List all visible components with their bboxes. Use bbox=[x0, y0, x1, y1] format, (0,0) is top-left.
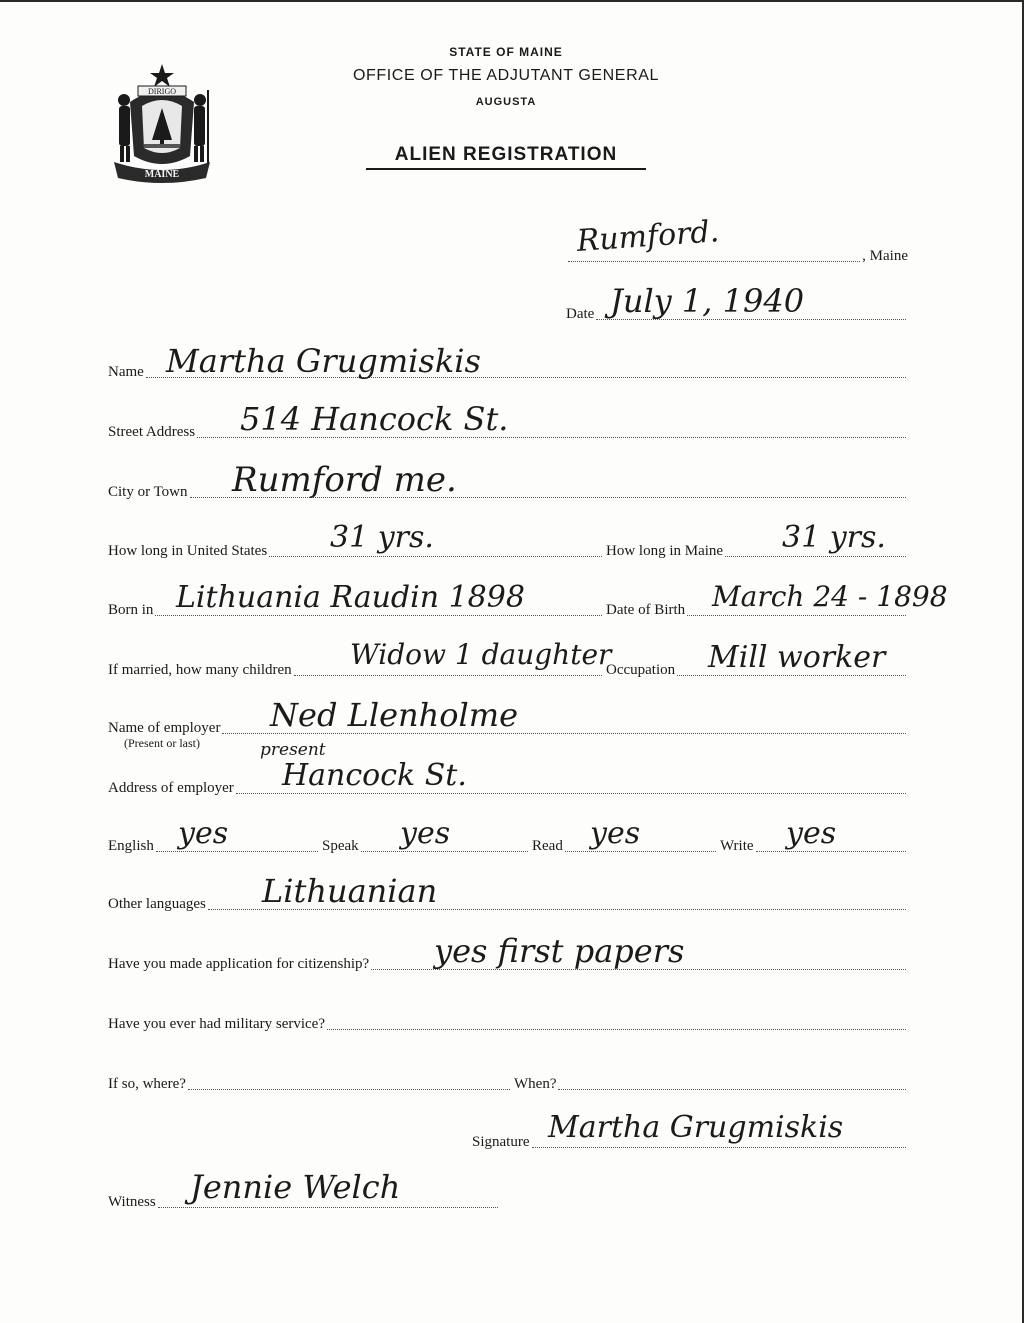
employer-value: Ned Llenholme bbox=[270, 696, 519, 734]
city-field bbox=[108, 480, 908, 502]
witness-label: Witness bbox=[108, 1194, 156, 1210]
born-in-value: Lithuania Raudin 1898 bbox=[176, 580, 525, 615]
signature-value: Martha Grugmiskis bbox=[548, 1110, 844, 1145]
employer-address-field bbox=[108, 776, 908, 798]
city-label: City or Town bbox=[108, 484, 188, 500]
english-value: yes bbox=[178, 816, 229, 851]
street-value: 514 Hancock St. bbox=[240, 400, 509, 438]
employer-label: Name of employer bbox=[108, 720, 221, 736]
office-heading: OFFICE OF THE ADJUTANT GENERAL bbox=[352, 67, 660, 84]
write-value: yes bbox=[786, 816, 837, 851]
maine-length-value: 31 yrs. bbox=[782, 520, 886, 555]
speak-label: Speak bbox=[322, 838, 359, 854]
svg-text:MAINE: MAINE bbox=[144, 169, 180, 180]
citizenship-value: yes first papers bbox=[434, 932, 685, 970]
us-length-value: 31 yrs. bbox=[330, 520, 434, 555]
children-label: If married, how many children bbox=[108, 662, 292, 678]
employer-address-label: Address of employer bbox=[108, 780, 234, 796]
birth-date-label: Date of Birth bbox=[606, 602, 686, 618]
witness-value: Jennie Welch bbox=[190, 1168, 401, 1206]
other-languages-label: Other languages bbox=[108, 896, 206, 912]
citizenship-label: Have you made application for citizenship? bbox=[108, 956, 370, 972]
occupation-value: Mill worker bbox=[708, 640, 886, 675]
title-underline bbox=[366, 168, 646, 170]
form-title: ALIEN REGISTRATION bbox=[394, 144, 618, 165]
employer-note: present bbox=[260, 740, 326, 760]
english-label: English bbox=[108, 838, 154, 854]
date-value: July 1, 1940 bbox=[610, 282, 805, 320]
military-label: Have you ever had military service? bbox=[108, 1016, 325, 1032]
employer-sublabel: (Present or last) bbox=[124, 736, 200, 750]
where-label: If so, where? bbox=[108, 1076, 186, 1092]
us-length-label: How long in United States bbox=[108, 543, 268, 559]
signature-label: Signature bbox=[472, 1134, 530, 1150]
city-heading: AUGUSTA bbox=[475, 96, 537, 108]
write-label: Write bbox=[720, 838, 754, 854]
street-label: Street Address bbox=[108, 424, 196, 440]
where-field bbox=[108, 1072, 512, 1094]
military-field bbox=[108, 1012, 908, 1034]
read-label: Read bbox=[532, 838, 563, 854]
date-label: Date bbox=[566, 306, 595, 322]
place-value: Rumford. bbox=[575, 214, 721, 259]
children-value: Widow 1 daughter bbox=[350, 638, 612, 671]
when-field bbox=[514, 1072, 908, 1094]
occupation-label: Occupation bbox=[606, 662, 676, 678]
read-value: yes bbox=[590, 816, 641, 851]
city-value: Rumford me. bbox=[232, 460, 457, 500]
state-heading: STATE OF MAINE bbox=[449, 45, 563, 59]
name-label: Name bbox=[108, 364, 144, 380]
maine-length-label: How long in Maine bbox=[606, 543, 724, 559]
other-languages-value: Lithuanian bbox=[262, 872, 438, 910]
employer-address-value: Hancock St. bbox=[282, 758, 467, 793]
state-seal-icon bbox=[108, 60, 216, 186]
svg-text:DIRIGO: DIRIGO bbox=[148, 87, 176, 96]
name-value: Martha Grugmiskis bbox=[166, 342, 481, 380]
born-in-label: Born in bbox=[108, 602, 154, 618]
other-languages-field bbox=[108, 892, 908, 914]
when-label: When? bbox=[514, 1076, 557, 1092]
place-label: , Maine bbox=[862, 248, 908, 264]
birth-date-value: March 24 - 1898 bbox=[712, 580, 948, 613]
speak-value: yes bbox=[400, 816, 451, 851]
